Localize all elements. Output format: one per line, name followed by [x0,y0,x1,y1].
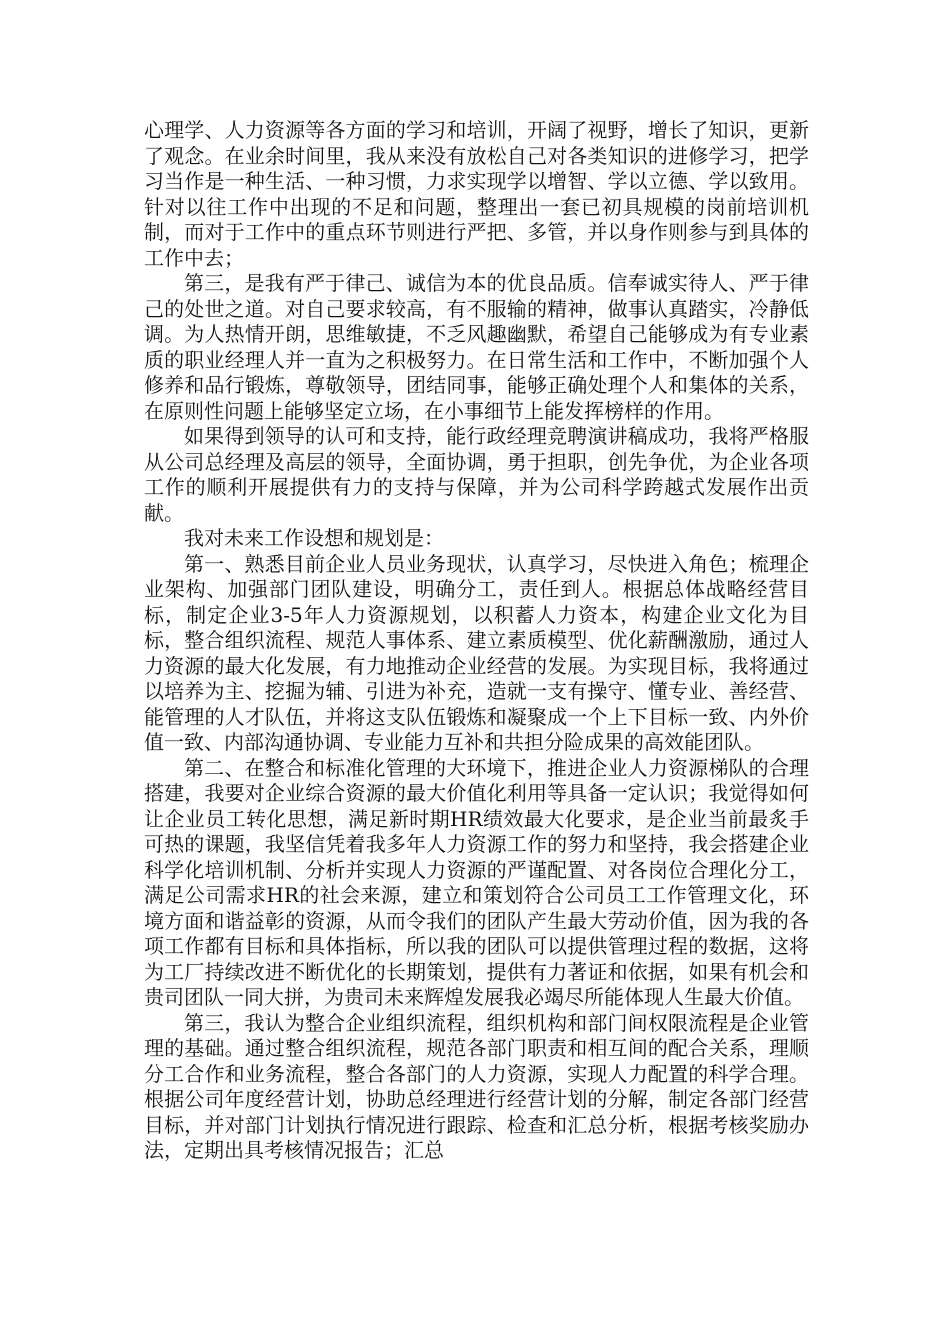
paragraph-1: 心理学、人力资源等各方面的学习和培训，开阔了视野，增长了知识，更新了观念。在业余时间里，我从来没有放松自己对各类知识的进修学习，把学习当作是一种生活、一种习惯，力求实现学以增智、学以立德、学以致用。针对以往工作中出现的不足和问题，整理出一套已初具规模的岗前培训机制，而对于工作中的重点环节则进行严把、多管，并以身作则参与到具体的工作中去； [144,118,809,270]
paragraph-4: 我对未来工作设想和规划是： [184,526,444,550]
paragraph-7: 第三，我认为整合企业组织流程，组织机构和部门间权限流程是企业管理的基础。通过整合组织流程，规范各部门职责和相互间的配合关系，理顺分工合作和业务流程，整合各部门的人力资源，实现人力配置的科学合理。根据公司年度经营计划，协助总经理进行经营计划的分解，制定各部门经营目标，并对部门计划执行情况进行跟踪、检查和汇总分析，根据考核奖励办法，定期出具考核情况报告；汇总 [144,1010,809,1162]
paragraph-2: 第三，是我有严于律己、诚信为本的优良品质。信奉诚实待人、严于律己的处世之道。对自己要求较高，有不服输的精神，做事认真踏实，冷静低调。为人热情开朗，思维敏捷，不乏风趣幽默，希望自己能够成为有专业素质的职业经理人并一直为之积极努力。在日常生活和工作中，不断加强个人修养和品行锻炼，尊敬领导，团结同事，能够正确处理个人和集体的关系，在原则性问题上能够坚定立场，在小事细节上能发挥榜样的作用。 [144,271,809,423]
document-page [144,118,809,1164]
paragraph-6: 第二、在整合和标准化管理的大环境下，推进企业人力资源梯队的合理搭建，我要对企业综合资源的最大价值化利用等具备一定认识；我觉得如何让企业员工转化思想，满足新时期HR绩效最大化要求，是企业当前最炙手可热的课题，我坚信凭着我多年人力资源工作的努力和坚持，我会搭建企业科学化培训机制、分析并实现人力资源的严谨配置、对各岗位合理化分工，满足公司需求HR的社会来源，建立和策划符合公司员工工作管理文化，环境方面和谐益彰的资源，从而令我们的团队产生最大劳动价值，因为我的各项工作都有目标和具体指标，所以我的团队可以提供管理过程的数据，这将为工厂持续改进不断优化的长期策划，提供有力著证和依据，如果有机会和贵司团队一同大拼，为贵司未来辉煌发展我必竭尽所能体现人生最大价值。 [144,755,809,1009]
paragraph-5: 第一、熟悉目前企业人员业务现状，认真学习，尽快进入角色；梳理企业架构、加强部门团队建设，明确分工，责任到人。根据总体战略经营目标，制定企业3-5年人力资源规划，以积蓄人力资本，构建企业文化为目标，整合组织流程、规范人事体系、建立素质模型、优化薪酬激励，通过人力资源的最大化发展，有力地推动企业经营的发展。为实现目标，我将通过以培养为主、挖掘为辅、引进为补充，造就一支有操守、懂专业、善经营、能管理的人才队伍，并将这支队伍锻炼和凝聚成一个上下目标一致、内外价值一致、内部沟通协调、专业能力互补和共担分险成果的高效能团队。 [144,551,809,754]
paragraph-3: 如果得到领导的认可和支持，能行政经理竞聘演讲稿成功，我将严格服从公司总经理及高层的领导，全面协调，勇于担职，创先争优，为企业各项工作的顺利开展提供有力的支持与保障，并为公司科学跨越式发展作出贡献。 [144,424,809,525]
